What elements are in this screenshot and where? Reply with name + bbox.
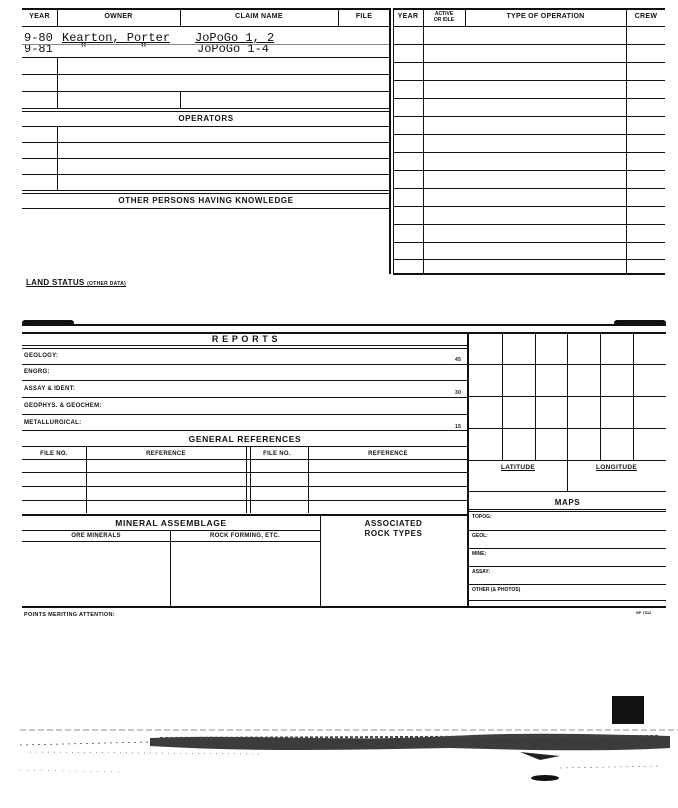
divider	[393, 152, 665, 153]
points-meriting-attention: POINTS MERITING ATTENTION:	[24, 612, 115, 618]
divider	[22, 397, 468, 398]
divider	[22, 348, 468, 349]
divider	[22, 108, 390, 109]
longitude-label: LONGITUDE	[596, 464, 637, 471]
col-header-owner: OWNER	[104, 13, 133, 20]
divider	[393, 26, 665, 27]
divider	[22, 414, 468, 415]
divider	[22, 111, 390, 112]
row-claim: JoPoGo 1, 2	[195, 31, 275, 45]
ref-col-reference: REFERENCE	[146, 451, 186, 457]
row-year: 9-80	[24, 31, 53, 45]
land-status-title	[26, 278, 126, 287]
blot	[614, 320, 666, 326]
operators-title: OPERATORS	[178, 114, 234, 123]
ore-minerals-header: ORE MINERALS	[71, 533, 121, 539]
mineral-assemblage-title: MINERAL ASSEMBLAGE	[115, 518, 227, 528]
associated-rock-types-title	[320, 519, 467, 539]
row-owner: Kearton, Porter	[62, 31, 171, 45]
report-num: 30	[455, 390, 462, 396]
map-label-geol: GEOL:	[472, 533, 488, 539]
divider	[22, 430, 468, 431]
divider	[22, 142, 390, 143]
divider	[469, 509, 666, 510]
divider	[22, 324, 666, 326]
divider	[393, 80, 665, 81]
divider	[246, 446, 247, 513]
divider	[22, 486, 468, 487]
divider	[469, 600, 666, 601]
divider	[57, 126, 58, 190]
col-header-type-of-operation: TYPE OF OPERATION	[506, 13, 585, 20]
divider	[423, 9, 424, 274]
divider	[22, 459, 468, 460]
blot	[22, 320, 74, 326]
map-label-mine: MINE:	[472, 551, 487, 557]
scan-smudge	[0, 690, 678, 790]
divider	[469, 548, 666, 549]
form-code: SP 7312	[636, 610, 652, 615]
divider	[393, 8, 394, 274]
divider	[393, 242, 665, 243]
maps-title: MAPS	[554, 498, 581, 507]
divider	[22, 91, 390, 92]
divider	[22, 541, 320, 542]
report-label-metallurgical: METALLURGICAL:	[24, 420, 82, 426]
report-label-geophys: GEOPHYS. & GEOCHEM:	[24, 403, 102, 409]
divider	[22, 190, 390, 191]
divider	[180, 91, 181, 108]
other-persons-title: OTHER PERSONS HAVING KNOWLEDGE	[118, 196, 294, 205]
divider	[22, 472, 468, 473]
divider	[22, 446, 468, 447]
divider	[393, 116, 665, 117]
latitude-label: LATITUDE	[500, 464, 536, 471]
divider	[22, 44, 390, 45]
divider	[22, 380, 468, 381]
row-claim: JoPoGo 1-4	[197, 42, 270, 56]
land-status-sub: (OTHER DATA)	[87, 281, 127, 287]
divider	[22, 158, 390, 159]
ref-col-file-no: FILE NO.	[40, 451, 68, 457]
divider	[308, 446, 309, 513]
divider	[626, 9, 627, 274]
divider	[86, 446, 87, 513]
divider	[22, 57, 390, 58]
divider	[393, 188, 665, 189]
report-num: 45	[455, 357, 462, 363]
divider	[22, 8, 390, 10]
row-year: 9-81	[24, 42, 53, 56]
divider	[469, 566, 666, 567]
ref-col-file-no: FILE NO.	[263, 451, 291, 457]
row-owner: "	[140, 42, 148, 56]
divider	[469, 364, 666, 365]
rock-types-label: ROCK TYPES	[364, 529, 423, 538]
divider	[393, 273, 665, 275]
reports-title: R E P O R T S	[211, 334, 279, 344]
col-header-year: YEAR	[29, 13, 50, 20]
divider	[22, 74, 390, 75]
divider	[393, 62, 665, 63]
col-header-active-idle: ACTIVE OR IDLE	[433, 11, 455, 23]
divider	[469, 584, 666, 585]
divider	[22, 126, 390, 127]
divider	[22, 514, 468, 516]
divider	[389, 8, 391, 274]
divider	[22, 26, 390, 27]
map-label-other: OTHER (& PHOTOS)	[472, 587, 521, 593]
divider	[22, 500, 468, 501]
divider	[22, 530, 320, 531]
report-label-engrg: ENGRG:	[24, 369, 50, 375]
map-label-topog: TOPOG:	[472, 514, 492, 520]
row-owner: "	[80, 42, 88, 56]
divider	[22, 208, 390, 209]
divider	[393, 44, 665, 45]
divider	[22, 193, 390, 194]
divider	[393, 170, 665, 171]
report-label-assay: ASSAY & IDENT:	[24, 386, 76, 392]
divider	[393, 259, 665, 260]
col-header-claim-name: CLAIM NAME	[235, 13, 283, 20]
col-header-file: FILE	[355, 13, 373, 20]
report-label-geology: GEOLOGY:	[24, 353, 59, 359]
col-header-crew: CREW	[634, 13, 658, 20]
divider	[393, 134, 665, 135]
divider	[469, 428, 666, 429]
map-label-assay: ASSAY:	[472, 569, 491, 575]
divider	[469, 530, 666, 531]
divider	[250, 446, 251, 513]
divider	[22, 174, 390, 175]
divider	[170, 530, 171, 607]
col-header-year: YEAR	[397, 13, 419, 20]
divider	[22, 345, 468, 346]
land-status-label: LAND STATUS	[26, 278, 85, 287]
divider	[469, 491, 666, 492]
divider	[57, 57, 58, 108]
divider	[469, 460, 666, 461]
rock-forming-header: ROCK FORMING, ETC.	[209, 533, 281, 539]
divider	[393, 224, 665, 225]
divider	[393, 8, 665, 10]
divider	[22, 606, 666, 608]
divider	[393, 98, 665, 99]
divider	[469, 396, 666, 397]
general-references-title: GENERAL REFERENCES	[188, 434, 302, 444]
divider	[469, 511, 666, 512]
divider	[393, 206, 665, 207]
ref-col-reference: REFERENCE	[368, 451, 408, 457]
associated-label: ASSOCIATED	[364, 519, 423, 528]
report-num: 15	[455, 424, 462, 430]
divider	[22, 364, 468, 365]
